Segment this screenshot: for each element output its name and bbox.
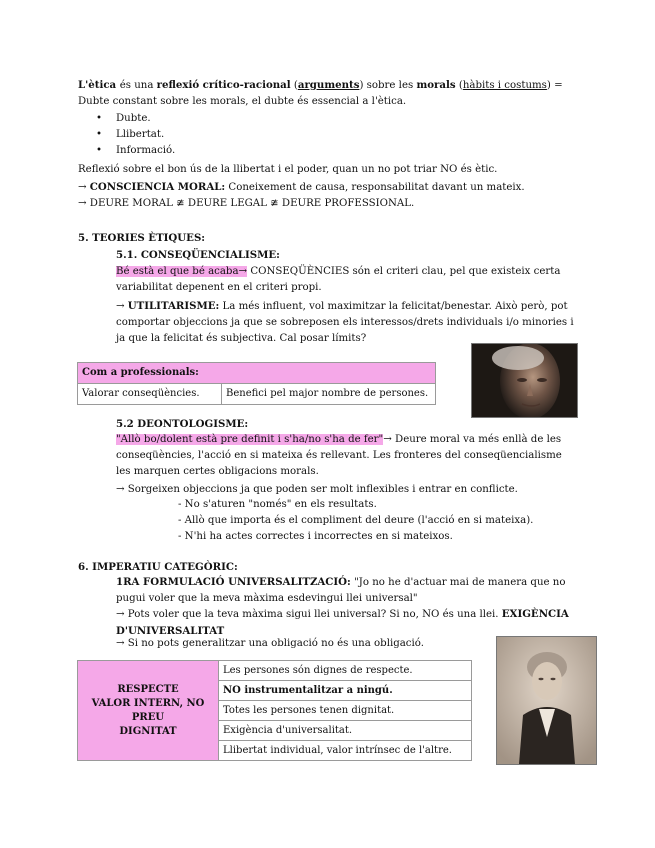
- intro-arguments: arguments: [297, 79, 360, 91]
- valor-intern-label: VALOR INTERN, NO PREU: [91, 697, 205, 723]
- formulacio-label: 1RA FORMULACIÓ UNIVERSALITZACIÓ:: [116, 576, 351, 588]
- dash-item: - Allò que importa és el compliment del deure (l'acció en si mateixa).: [178, 515, 534, 526]
- consciencia-text: Coneixement de causa, responsabilitat davant un mateix.: [225, 182, 525, 193]
- utilitarisme-paragraph: [116, 298, 576, 347]
- table-cell: Totes les persones tenen dignitat.: [219, 701, 472, 721]
- consequencialisme-text: CONSEQÜÈNCIES són el criteri clau, pel que existeix certa variabilitat depenent en el criteri propi.: [116, 266, 561, 293]
- bullet-item: • Llibertat.: [78, 127, 175, 143]
- arrow-icon: →: [383, 434, 392, 445]
- portrait-photo-2: [496, 636, 597, 765]
- arrow-icon: →: [238, 266, 248, 277]
- table-cell: Llibertat individual, valor intrínsec de l'altre.: [219, 741, 472, 761]
- formulacio-paragraph: [116, 574, 576, 607]
- bullet-item: • Dubte.: [78, 111, 175, 127]
- respecte-label-cell: [78, 661, 219, 761]
- intro-habits: hàbits i costums: [462, 80, 547, 91]
- bullet-item: • Informació.: [78, 143, 175, 159]
- consciencia-label: CONSCIENCIA MORAL:: [89, 181, 226, 193]
- intro-bold-morals: morals: [416, 79, 456, 91]
- deure-line: → DEURE MORAL ≇ DEURE LEGAL ≇ DEURE PROFESSIONAL.: [78, 198, 415, 209]
- table-cell: Benefici pel major nombre de persones.: [222, 384, 436, 405]
- intro-paragraph: [78, 77, 578, 110]
- objections-line: → Sorgeixen objeccions ja que poden ser molt inflexibles i entrar en conflicte.: [116, 484, 518, 495]
- intro-bold-reflexio: reflexió crítico-racional: [156, 79, 291, 91]
- section-5-title: 5. TEORIES ÈTIQUES:: [78, 232, 206, 244]
- consequencialisme-highlight: Bé està el que bé acaba: [116, 266, 239, 277]
- formulacio-text: "Jo no he d'actuar mai de manera que no pugui voler que la meva màxima esdevingui llei universal": [116, 577, 566, 604]
- portrait-photo-1: [471, 343, 578, 418]
- exigencia-bold: EXIGÈNCIA D'UNIVERSALITAT: [116, 608, 569, 637]
- intro-text: ) = Dubte constant sobre les morals, el dubte és essencial a l'ètica.: [78, 80, 563, 107]
- bullet-list: [78, 111, 175, 159]
- dignitat-label: DIGNITAT: [119, 725, 177, 737]
- intro-text: (: [455, 80, 463, 91]
- intro-text: ) sobre les: [359, 80, 417, 91]
- dash-item: - No s'aturen "només" en els resultats.: [178, 499, 377, 510]
- arrow-icon: →: [116, 609, 128, 620]
- dash-list: [178, 497, 558, 545]
- utilitarisme-text: La més influent, vol maximitzar la felicitat/benestar. Això però, pot comportar objeccions ja que se sobreposen els interessos/drets individuals i/o minories i ja que la felicitat és subjectiva. Cal posar límits?: [116, 301, 574, 344]
- section-5-2-title: 5.2 DEONTOLOGISME:: [116, 418, 249, 430]
- table-cell: Exigència d'universalitat.: [219, 721, 472, 741]
- table-cell: Valorar conseqüències.: [78, 384, 222, 405]
- respecte-table: [77, 660, 472, 761]
- section-6-title: 6. IMPERATIU CATEGÒRIC:: [78, 561, 238, 573]
- intro-text: (: [290, 80, 298, 91]
- exigencia-text: Pots voler que la teva màxima sigui llei universal? Si no, NO és una llei.: [127, 609, 502, 620]
- arrow-icon: →: [116, 301, 128, 312]
- dash-item: - N'hi ha actes correctes i incorrectes en si mateixos.: [178, 531, 453, 542]
- table-cell: Les persones són dignes de respecte.: [219, 661, 472, 681]
- professionals-table-header: Com a professionals:: [78, 363, 436, 384]
- respecte-label: RESPECTE: [117, 683, 179, 695]
- deontologisme-highlight: "Allò bo/dolent està pre definit i s'ha/no s'ha de fer": [116, 434, 384, 445]
- intro-subject: L'ètica: [78, 79, 120, 91]
- portrait-image: [472, 344, 577, 417]
- engraving-image: [497, 637, 596, 764]
- professionals-table: [77, 362, 436, 405]
- exigencia-paragraph: [116, 606, 576, 640]
- deontologisme-paragraph: [116, 432, 568, 480]
- table-cell: NO instrumentalitzar a ningú.: [219, 681, 472, 701]
- utilitarisme-label: UTILITARISME:: [127, 300, 220, 312]
- deontologisme-text: Deure moral va més enllà de les conseqüències, l'acció en si mateixa és rellevant. Les fronteres del conseqüencialisme les marquen certes obligacions morals.: [116, 434, 562, 477]
- reflexio-line: Reflexió sobre el bon ús de la llibertat i el poder, quan un no pot triar NO és ètic.: [78, 164, 498, 175]
- consequencialisme-paragraph: [116, 264, 568, 296]
- consciencia-line: [78, 179, 578, 196]
- section-5-1-title: 5.1. CONSEQÜENCIALISME:: [116, 249, 280, 261]
- intro-text: és una: [119, 80, 157, 91]
- arrow-icon: →: [78, 182, 90, 193]
- generalize-line: → Si no pots generalitzar una obligació no és una obligació.: [116, 638, 424, 649]
